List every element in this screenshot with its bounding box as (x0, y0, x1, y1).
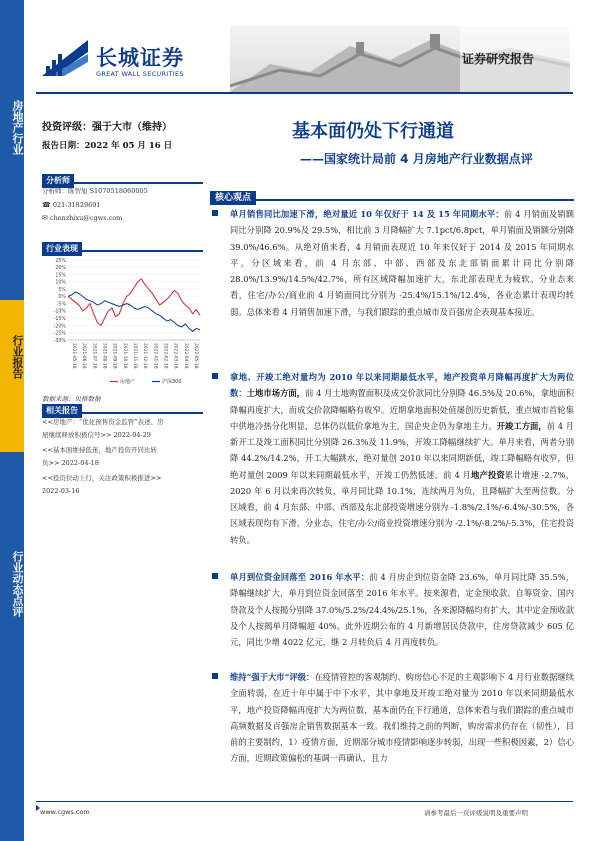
point-subhead: 土地市场方面， (246, 388, 306, 399)
x-tick-label: 2021-12-18 (142, 343, 148, 369)
related-item[interactable] (42, 444, 204, 470)
doc-type-label: 证券研究报告 (462, 52, 535, 66)
left-strip (0, 0, 24, 841)
bullet-icon (212, 673, 218, 679)
core-heading-text: 核心观点 (210, 191, 256, 205)
analyst-email[interactable]: chenzhixu@cgws.com (49, 214, 123, 222)
legend-label: 沪深300 (162, 379, 182, 385)
core-point-sales (212, 206, 574, 320)
brand-name-en: GREAT WALL SECURITIES (96, 70, 184, 78)
x-tick-label: 2022-02-18 (162, 343, 168, 369)
y-tick-label: 5% (58, 287, 66, 293)
analyst-heading-text: 分析师 (42, 174, 74, 188)
x-tick-label: 2022-03-18 (172, 343, 178, 369)
point-text: 前 4 月房企到位资金降 23.6%，单月同比降 35.5%，降幅继续扩大，单月到位资金回落至 2016 年水平。按来源看，定金预收款、自筹资金、国内贷款及个人按揭分别降 37.0%/5.2%/24.4%/25.1%，各来源降幅均有扩大，其中定金预收款及个人按揭单月降幅超 40%。此外近期公布的 4 月新增居民贷款中，住房贷款减少 605 亿元，同比少增 4022 亿元，继 2 月转负后 4 月再度转负。 (230, 572, 574, 647)
x-tick-label: 2021-08-18 (101, 343, 107, 369)
related-item-date: 2022-03-16 (42, 487, 80, 495)
footer-url[interactable]: www.cgws.com (40, 808, 90, 816)
related-item-date: 屋继续释放积极信号>> 2022-04-29 (42, 431, 151, 439)
x-tick-label: 2021-06-18 (81, 343, 87, 369)
x-tick-label: 2021-05-18 (71, 343, 77, 369)
point-text: 在疫情管控的客观制约、购房信心不足的主观影响下 4 月行业数据继续全面转弱，在近十年中属于中下水平，其中拿地及开竣工绝对量为 2010 年以来同期最低水平，地产投资降幅再度扩大为两位数，基本面仍在下行通道，总体来看与我们跟踪的重点城市高频数据及百强房企销售数据基本一致。我们维持之前的判断，购房需求仍存在（韧性），目前的主要制约，1）疫情方面，近期部分城市疫情影响逐步转弱，出现一些积极因素，2）信心方面，近期政策偏松的基调一再确认，且力 (230, 672, 575, 764)
y-tick-label: -20% (53, 324, 66, 330)
related-heading (42, 398, 203, 414)
strip-label-report: 行业报告 (11, 335, 24, 379)
y-tick-label: -15% (53, 316, 66, 322)
footer-disclaimer: 请参考最后一页评级说明及重要声明 (424, 809, 528, 817)
point-lead: 维持“强于大市”评级： (230, 672, 315, 682)
related-item-date: 负>> 2022-04-18 (42, 459, 99, 467)
bullet-icon (212, 210, 218, 216)
analyst-name: 分析师：陈智旭 S1070518060005 (42, 187, 148, 195)
point-text: 前 4 月销面及销额同比分别降 20.9%及 29.5%，相比前 3 月降幅扩大 7.1pct/6.8pct，单月销面及销额分别降 39.0%/46.6%。从绝对值来看，4 月销面表现近 10 年来仅好于 2014 及 2015 年同期水平。分区域来看，前 4 月东部、中部、西部及东北部销面累计同比分别降 28.0%/13.9%/14.5%/42.7%，所有区域降幅加速扩大，东北部表现尤为疲软。分业态来看，住宅/办公/商业前 4 月销面同比分别为 -25.4%/15.1%/12.4%，各业态累计表现均转弱。总体来看 4 月销售加速下滑，与我们跟踪的重点城市及百强房企表现基本接近。 (230, 209, 574, 317)
x-tick-label: 2021-10-18 (121, 343, 127, 369)
y-tick-label: -30% (53, 338, 66, 344)
y-tick-label: -5% (56, 302, 66, 308)
analyst-email-row (42, 213, 122, 224)
related-item-title: <<基本面维持低迷，地产投资开同比转 (42, 446, 157, 454)
x-tick-label: 2022-05-18 (192, 343, 198, 369)
point-lead: 单月销售同比加速下滑，绝对量近 10 年仅好于 14 及 15 年同期水平： (230, 209, 504, 219)
performance-heading (42, 236, 203, 252)
x-tick-label: 2021-11-18 (132, 343, 137, 369)
strip-label-commentary: 行业动态点评 (11, 551, 24, 617)
logo-icon (40, 36, 90, 80)
point-text: 前 4 月土地购置面积及成交价款同比分别降 46.5%及 20.6%，拿地面积降幅再度扩大，而成交价款降幅略有收窄。近期拿地面积处值屡创历史新低，重点城市首轮集中供地冷热分化明显，总体仍以低价拿地为主，国企央企仍为拿地主力。 (230, 388, 574, 431)
point-text: 累计增速 -2.7%，2020 年 6 月以来再次转负，单月同比降 10.1%，连续两月为负，且降幅扩大至两位数。分区域看，前 4 月东部、中部、西部及东北部投资增速分别为 -1.8%/2.1%/-6.4%/-30.5%，各区域表现均有下滑，分业态，住宅/办公/商业投资增速分别为 -2.1%/-8.2%/-5.3%，住宅投资转负。 (230, 469, 574, 545)
related-list (42, 416, 204, 498)
performance-chart (48, 256, 204, 388)
x-tick-label: 2021-09-18 (111, 343, 117, 369)
investment-rating: 投资评级：强于大市（维持） (42, 122, 172, 133)
strip-segment-commentary (0, 452, 24, 841)
performance-heading-text: 行业表现 (42, 242, 82, 256)
footer-divider (36, 801, 573, 802)
core-point-rating (212, 669, 574, 767)
point-text: 前 4 月新开工及竣工面积同比分别降 26.3%及 11.9%，开竣工降幅继续扩大。单月来看，两者分别降 44.2%/14.2%，开工大幅跳水，绝对量创 2010 年以来同期新低，竣工降幅略有收窄，但绝对量创 2009 年以来同期最低水平，开竣工仍然低迷。前 4 月 (230, 420, 574, 480)
series-line (68, 279, 200, 326)
x-tick-label: 2022-04-18 (182, 343, 188, 369)
report-title: 基本面仍处下行通道 (292, 121, 454, 142)
related-item-title: <<投资拉动上行，关注政策积极推进>> (42, 474, 162, 482)
analyst-phone: 021-31829691 (52, 201, 101, 209)
report-subtitle: ——国家统计局前 4 月房地产行业数据点评 (300, 152, 533, 166)
point-lead: 拿地、开竣工绝对量均为 2010 年以来同期最低水平，地产投资单月降幅再度扩大为两位数： (230, 372, 574, 399)
related-item[interactable] (42, 472, 204, 498)
x-tick-label: 2022-01-18 (152, 343, 158, 369)
y-tick-label: 10% (55, 280, 66, 286)
header-divider (36, 92, 573, 94)
analyst-phone-row (42, 200, 101, 211)
point-subhead: 开竣工方面， (496, 420, 547, 431)
y-tick-label: 15% (55, 273, 66, 279)
y-tick-label: 25% (55, 258, 66, 264)
report-date: 报告日期：2022 年 05 月 16 日 (42, 141, 173, 151)
point-subhead: 地产投资 (471, 469, 505, 480)
bullet-icon (212, 573, 218, 579)
core-point-funds (212, 569, 574, 650)
x-tick-label: 2021-07-18 (91, 343, 97, 369)
brand-name-cn: 长城证券 (96, 46, 184, 70)
core-point-land (212, 369, 574, 548)
chart-source: 数据来源：贝格数据 (42, 395, 101, 403)
email-icon: ✉ (42, 214, 48, 222)
y-tick-label: 0% (58, 295, 66, 301)
point-lead: 单月到位资金回落至 2016 年水平： (230, 572, 370, 582)
related-item[interactable] (42, 416, 204, 442)
legend-label: 房地产 (120, 379, 136, 385)
core-heading (210, 185, 574, 201)
strip-label-sector: 房地产行业 (11, 99, 24, 155)
phone-icon: ☎ (42, 201, 51, 209)
bullet-icon (212, 373, 218, 379)
y-tick-label: -10% (53, 309, 66, 315)
y-tick-label: -25% (53, 331, 66, 337)
related-item-title: <<房地产：“优化预售资金监管”表述、房 (42, 418, 164, 426)
analyst-heading (42, 168, 203, 184)
related-heading-text: 相关报告 (42, 404, 82, 418)
y-tick-label: 20% (55, 266, 66, 272)
